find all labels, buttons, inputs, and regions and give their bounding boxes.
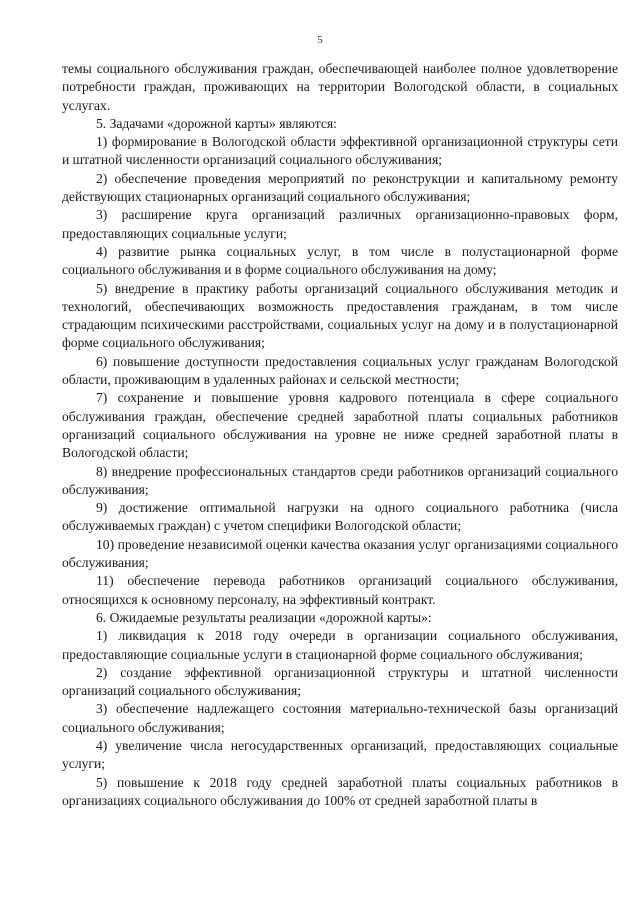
task-item-4: 4) развитие рынка социальных услуг, в том числе в полустационарной форме социального обслуживания и в форме социального обслуживания на дому; (62, 243, 618, 278)
result-item-2: 2) создание эффективной организационной структуры и штатной численности организаций социального обслуживания; (62, 664, 618, 699)
task-item-1: 1) формирование в Вологодской области эффективной организационной структуры сети и штатной численности организаций социального обслуживания; (62, 134, 618, 168)
result-item-1: 1) ликвидация к 2018 году очереди в организации социального обслуживания, предоставляющие социальные услуги в стационарной форме социального обслуживания; (62, 628, 618, 662)
task-item-3: 3) расширение круга организаций различных организационно-правовых форм, предоставляющих социальные услуги; (62, 207, 618, 241)
section-heading-tasks: 5. Задачами «дорожной карты» являются: (96, 115, 337, 131)
result-item-3: 3) обеспечение надлежащего состояния материально-технической базы организаций социального обслуживания; (62, 701, 618, 735)
paragraph-continuation: темы социального обслуживания граждан, обеспечивающей наиболее полное удовлетворение потребности граждан, проживающих на территории Вологодской области, в социальных услугах. (62, 61, 618, 113)
section-heading-results: 6. Ожидаемые результаты реализации «дорожной карты»: (96, 609, 432, 625)
page-number: 5 (317, 34, 323, 46)
task-item-6: 6) повышение доступности предоставления социальных услуг гражданам Вологодской области, проживающим в удаленных районах и сельской местности; (62, 353, 618, 388)
task-item-5: 5) внедрение в практику работы организаций социального обслуживания методик и технологий, обеспечивающих возможность предоставления гражданам, в том числе страдающим психическими расстройствами, социальных услуг на дому и в полустационарной форме социального обслуживания; (62, 280, 618, 351)
document-body (62, 60, 618, 810)
result-item-5: 5) повышение к 2018 году средней заработной платы социальных работников в организациях социального обслуживания до 100% от средней заработной платы в (62, 774, 618, 808)
task-item-11: 11) обеспечение перевода работников организаций социального обслуживания, относящихся к основному персоналу, на эффективный контракт. (62, 573, 618, 607)
task-item-9: 9) достижение оптимальной нагрузки на одного социального работника (числа обслуживаемых граждан) с учетом специфики Вологодской области; (62, 500, 618, 534)
task-item-10: 10) проведение независимой оценки качества оказания услуг организациями социального обслуживания; (62, 536, 618, 571)
result-item-4: 4) увеличение числа негосударственных организаций, предоставляющих социальные услуги; (62, 737, 618, 772)
task-item-7: 7) сохранение и повышение уровня кадрового потенциала в сфере социального обслуживания граждан, обеспечение средней заработной платы социальных работников организаций социального обслуживания на уровне не ниже средней заработной платы в Вологодской области; (62, 390, 618, 461)
task-item-8: 8) внедрение профессиональных стандартов среди работников организаций социального обслуживания; (62, 463, 618, 497)
task-item-2: 2) обеспечение проведения мероприятий по реконструкции и капитальному ремонту действующих стационарных организаций социального обслуживания; (62, 170, 618, 205)
